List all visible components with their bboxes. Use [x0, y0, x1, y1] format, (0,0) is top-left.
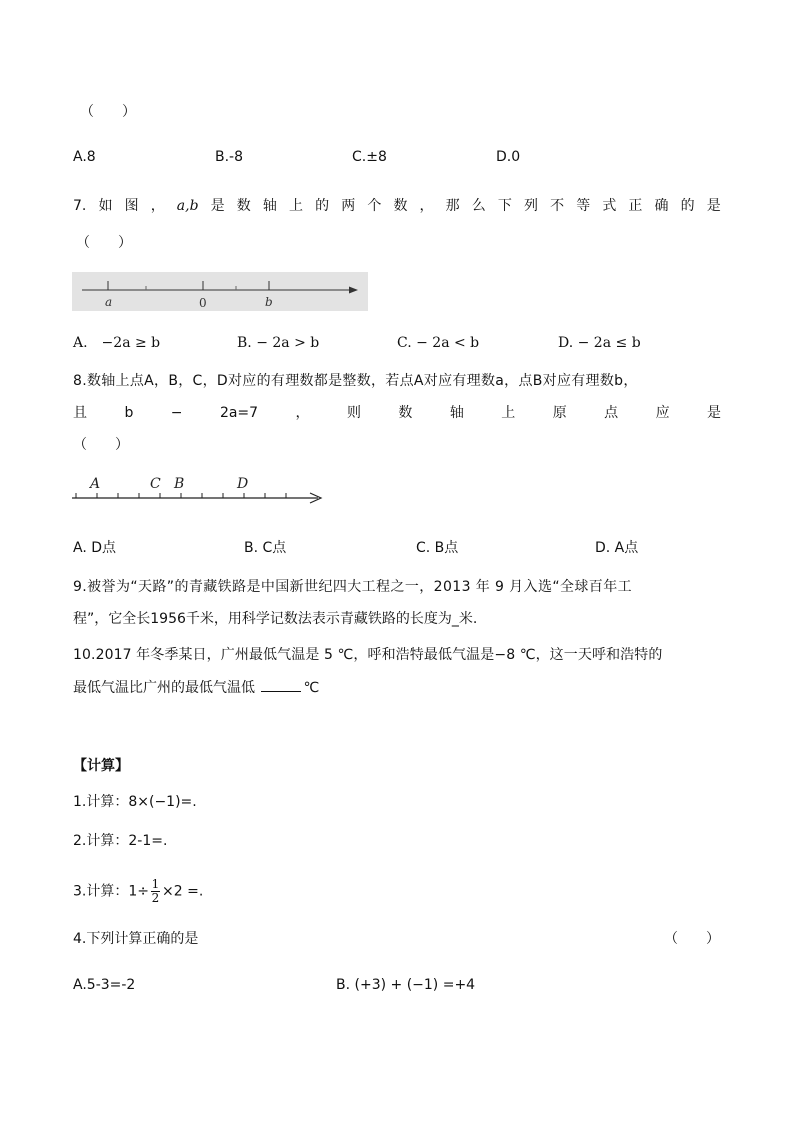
q8-word: 应	[655, 405, 670, 421]
calc-question-4-answer-paren: （ ）	[664, 931, 720, 947]
q7-word: 图	[124, 198, 139, 214]
fraction-one-half	[151, 878, 160, 905]
q8-axis-label-b: B	[174, 476, 185, 492]
q7-number: 7.	[73, 198, 87, 214]
q8-axis-label-d: D	[237, 476, 249, 492]
q7-axis-label-a: a	[105, 295, 113, 309]
question-8-stem-line2	[73, 404, 721, 422]
q7-option-d: D. − 2a ≤ b	[558, 335, 641, 351]
q7-word: 式	[602, 198, 617, 214]
calc4-option-b: B. (+3) + (−1) =+4	[336, 977, 476, 993]
q7-word: 是	[706, 198, 721, 214]
q7-word: 数	[236, 198, 251, 214]
q7-option-b: B. − 2a > b	[237, 335, 320, 351]
answer-blank	[261, 677, 301, 692]
q7-word: ，	[419, 198, 434, 214]
q8-word: 轴	[449, 405, 464, 421]
q8-word: 数	[398, 405, 413, 421]
q7-axis-label-zero: 0	[199, 296, 207, 310]
question-9-line1: 9.被誉为“天路”的青藏铁路是中国新世纪四大工程之一，2013 年 9 月入选“全球百年工	[73, 579, 633, 595]
q8-axis-label-a: A	[90, 476, 101, 492]
q8-number-line-figure	[70, 472, 326, 508]
q8-word: b	[124, 405, 134, 421]
q7-word: 两	[341, 198, 356, 214]
calc-question-1: 1.计算：8×(−1)=.	[73, 794, 197, 810]
c3-suffix: ×2 =.	[162, 883, 204, 900]
question-10-line1: 10.2017 年冬季某日，广州最低气温是 5 ℃，呼和浩特最低气温是−8 ℃，这一天呼和浩特的	[73, 647, 663, 663]
q7-word: a,b	[176, 198, 199, 214]
q8-word: 是	[707, 405, 721, 421]
q7-word: 的	[680, 198, 695, 214]
q7-word: ，	[150, 198, 165, 214]
q6-option-c: C.±8	[352, 149, 387, 165]
q8-word: −	[170, 405, 183, 421]
fraction-numerator: 1	[151, 877, 160, 891]
fraction-denominator: 2	[151, 891, 160, 905]
calc4-option-a: A.5-3=-2	[73, 977, 136, 993]
q7-word: 是	[210, 198, 225, 214]
q8-option-d: D. A点	[595, 540, 639, 556]
q8-word: 2a=7	[219, 405, 259, 421]
q7-word: 确	[654, 198, 669, 214]
q7-word: 轴	[262, 198, 277, 214]
calc-question-2: 2.计算：2-1=.	[73, 833, 168, 849]
q8-option-c: C. B点	[416, 540, 459, 556]
q8-word: 点	[604, 405, 619, 421]
q7-word: 那	[445, 198, 460, 214]
q8-axis-label-c: C	[150, 476, 161, 492]
q8-option-b: B. C点	[244, 540, 287, 556]
q8-word: 原	[552, 405, 567, 421]
q7-word: 不	[550, 198, 565, 214]
q7-option-a: A. −2a ≥ b	[73, 335, 161, 351]
q7-word: 等	[576, 198, 591, 214]
calc-question-4: 4.下列计算正确的是	[73, 931, 199, 947]
q6-option-a: A.8	[73, 149, 96, 165]
q8-word: ，	[295, 405, 310, 421]
q8-word: 且	[73, 405, 87, 421]
q7-option-c: C. − 2a < b	[397, 335, 480, 351]
q7-word: 么	[471, 198, 486, 214]
question-8-stem-line1: 8.数轴上点A，B，C，D对应的有理数都是整数，若点A对应有理数a，点B对应有理数b，	[73, 373, 638, 389]
q7-word: 个	[367, 198, 382, 214]
calc-question-3	[73, 878, 203, 905]
question-10-line2	[73, 677, 319, 697]
q7-word: 的	[315, 198, 330, 214]
q7-word: 上	[289, 198, 303, 214]
q6-option-b: B.-8	[215, 149, 244, 165]
q8-word: 上	[501, 405, 516, 421]
question-7-answer-paren: （ ）	[76, 235, 132, 251]
q8-word: 则	[346, 405, 361, 421]
q7-word: 下	[497, 198, 512, 214]
q7-word: 如	[98, 198, 113, 214]
q6-option-d: D.0	[496, 149, 521, 165]
c3-prefix: 3.计算：1÷	[73, 883, 149, 900]
question-6-answer-paren: （ ）	[80, 104, 136, 120]
q10-text: 最低气温比广州的最低气温低	[73, 680, 255, 696]
question-9-line2: 程”，它全长1956千米，用科学记数法表示青藏铁路的长度为_米.	[73, 611, 478, 627]
q7-word: 列	[523, 198, 538, 214]
q7-word: 正	[628, 198, 643, 214]
section-title-calculation: 【计算】	[73, 758, 129, 774]
q7-word: 数	[393, 198, 408, 214]
q7-number-line-figure	[72, 272, 368, 311]
q10-unit: ℃	[303, 680, 320, 696]
question-7-stem	[73, 197, 721, 215]
q7-axis-label-b: b	[265, 295, 273, 309]
q8-option-a: A. D点	[73, 540, 117, 556]
question-8-answer-paren: （ ）	[73, 437, 129, 453]
